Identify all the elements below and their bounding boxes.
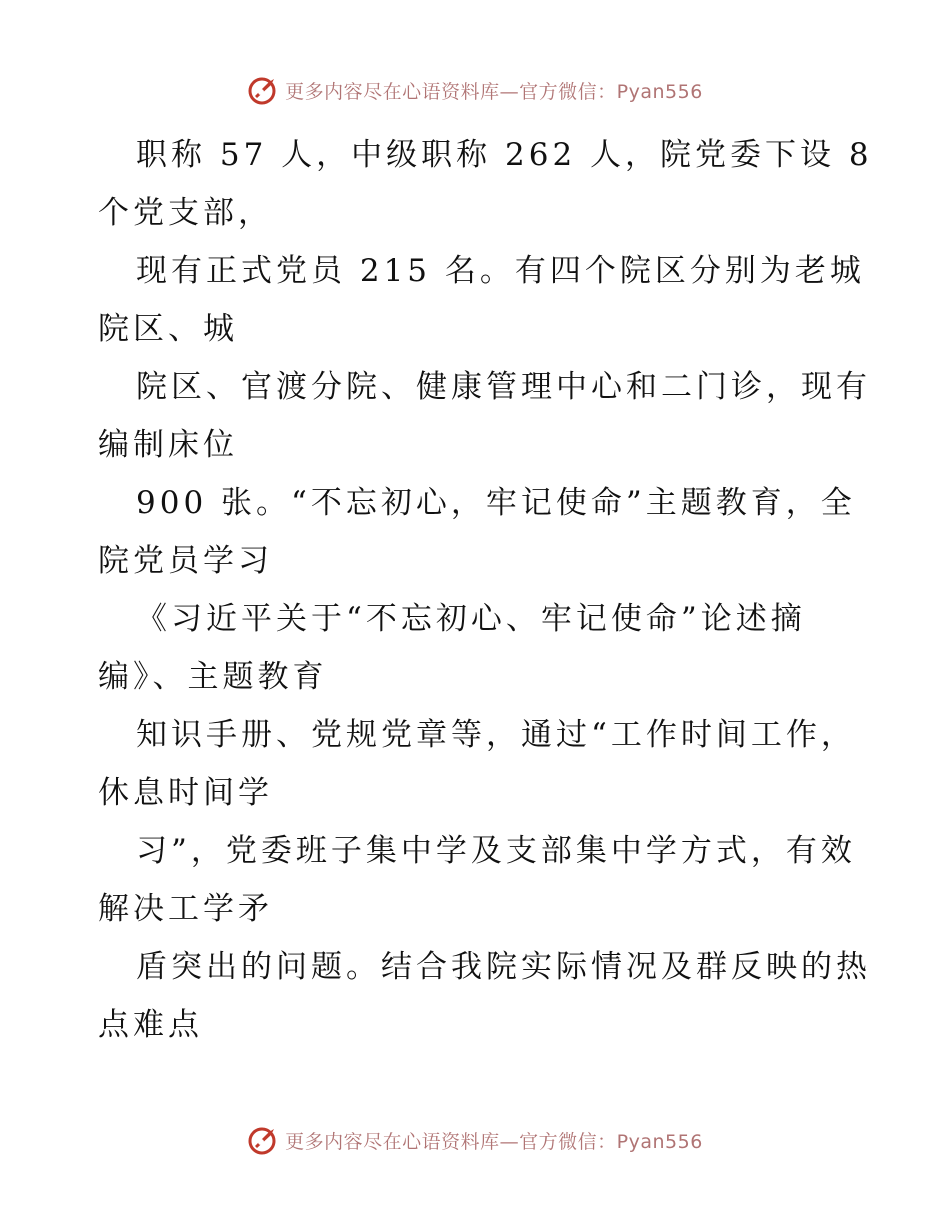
body-line: 职称 57 人，中级职称 262 人，院党委下设 8 xyxy=(136,137,873,173)
body-line: 休息时间学 xyxy=(98,775,273,811)
watermark-main: 更多内容尽在心语资料库—官方微信： xyxy=(285,80,617,103)
body-line: 《习近平关于“不忘初心、牢记使命”论述摘 xyxy=(136,601,806,637)
body-line: 900 张。“不忘初心，牢记使命”主题教育，全 xyxy=(136,485,856,521)
footer-watermark xyxy=(0,1120,950,1160)
pen-circle-logo-icon xyxy=(247,1124,279,1156)
watermark-wechat-id: Pyan556 xyxy=(616,1130,703,1153)
watermark-text xyxy=(285,1127,703,1154)
body-line: 编制床位 xyxy=(98,427,238,463)
body-line: 点难点 xyxy=(98,1007,203,1043)
body-line: 院区、城 xyxy=(98,311,238,347)
body-line: 知识手册、党规党章等，通过“工作时间工作， xyxy=(136,717,856,753)
body-line: 院区、官渡分院、健康管理中心和二门诊，现有 xyxy=(136,369,871,405)
body-line: 个党支部， xyxy=(98,195,273,231)
body-line: 习”，党委班子集中学及支部集中学方式，有效 xyxy=(136,833,856,869)
body-line: 院党员学习 xyxy=(98,543,273,579)
document-body xyxy=(98,126,873,1054)
watermark-text xyxy=(285,77,703,104)
pen-circle-logo-icon xyxy=(247,74,279,106)
body-line: 盾突出的问题。结合我院实际情况及群反映的热 xyxy=(136,949,871,985)
watermark-main: 更多内容尽在心语资料库—官方微信： xyxy=(285,1130,617,1153)
body-line: 现有正式党员 215 名。有四个院区分别为老城 xyxy=(136,253,865,289)
body-line: 解决工学矛 xyxy=(98,891,273,927)
body-line: 编》、主题教育 xyxy=(98,659,328,695)
watermark-wechat-id: Pyan556 xyxy=(616,80,703,103)
header-watermark xyxy=(0,70,950,110)
